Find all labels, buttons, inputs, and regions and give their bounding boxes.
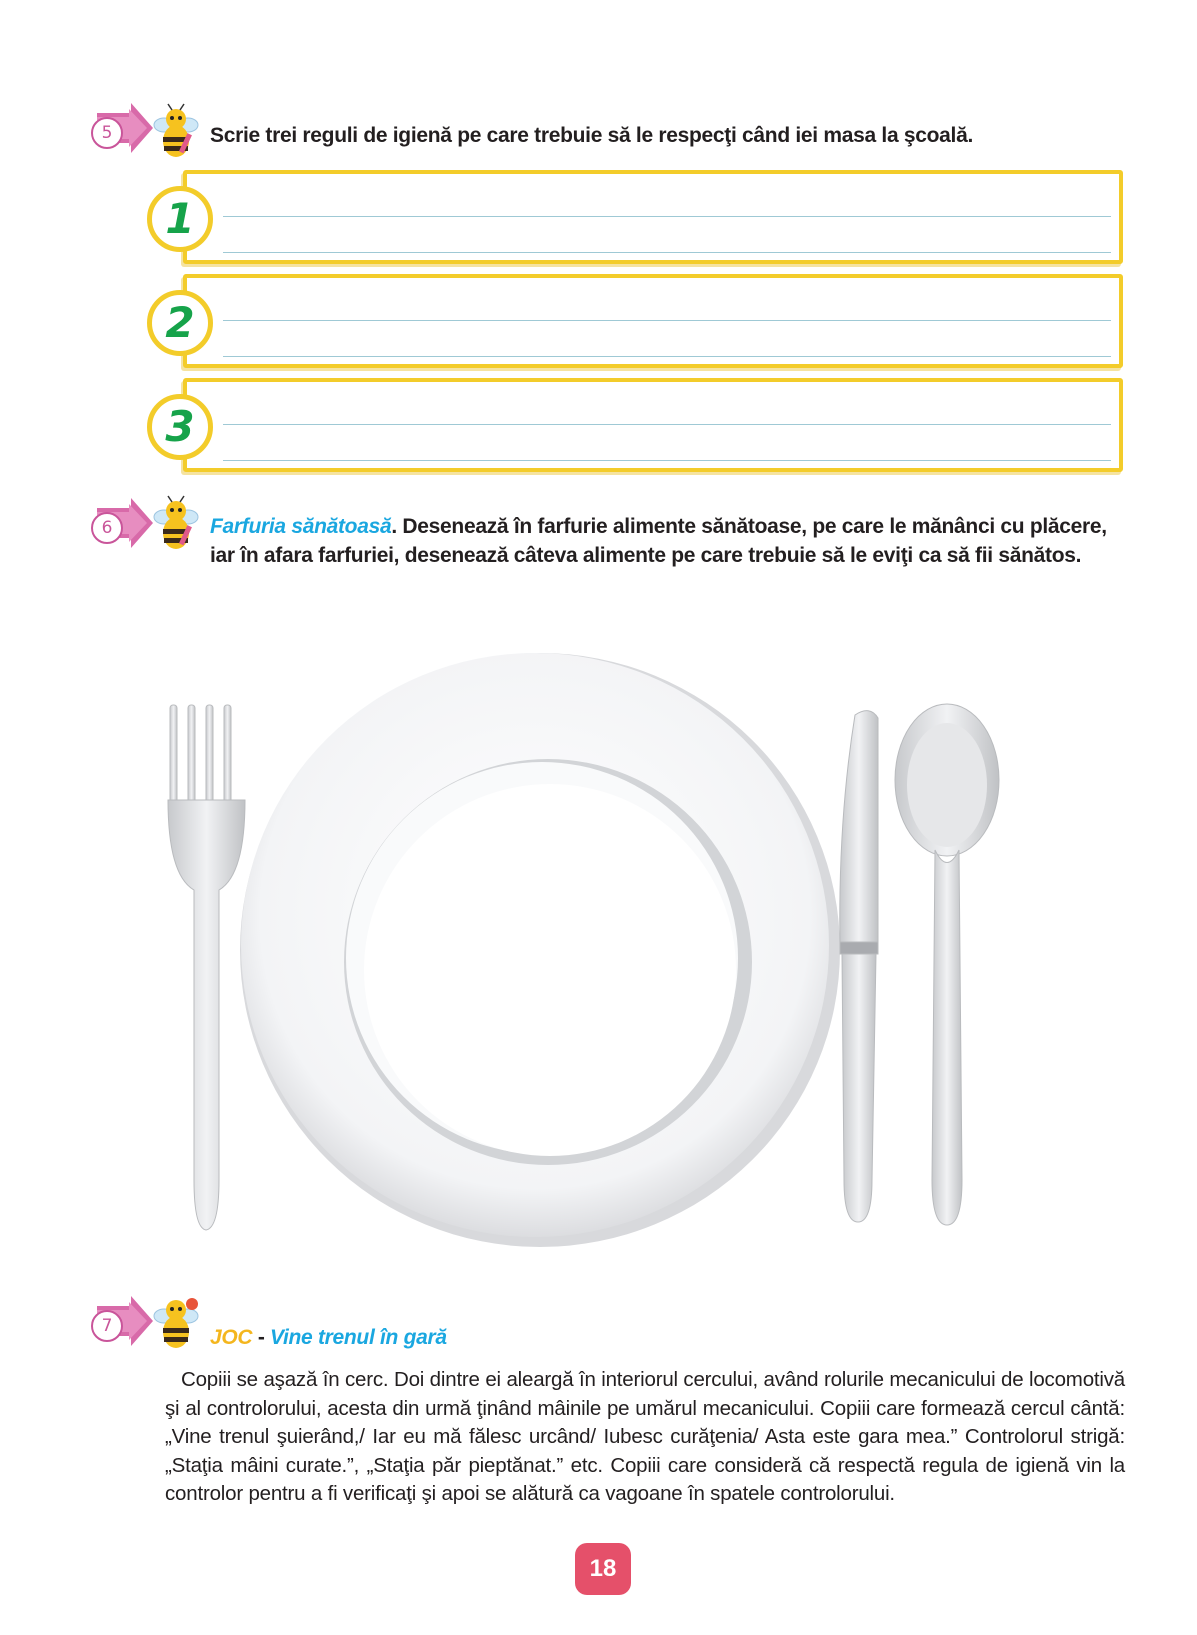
- exercise-6-badge: 6: [91, 512, 123, 544]
- fork: [168, 705, 245, 1230]
- exercise-5-instruction: Scrie trei reguli de igienă pe care trebuie să le respecţi când iei masa la şcoală.: [210, 124, 973, 147]
- exercise-7-badge: 7: [91, 1310, 123, 1342]
- answer-box-2[interactable]: [183, 274, 1123, 368]
- exercise-7-title: [210, 1323, 810, 1352]
- exercise-6-title: Farfuria sănătoasă: [210, 515, 392, 538]
- game-description: [165, 1366, 1125, 1509]
- bee-icon: [150, 495, 202, 555]
- knife: [840, 711, 878, 1222]
- bee-icon: [150, 103, 202, 163]
- exercise-6-instruction: [210, 512, 1110, 570]
- title-separator: -: [252, 1326, 271, 1349]
- plate-cutlery-illustration: [150, 640, 1050, 1260]
- joc-label: JOC: [210, 1326, 253, 1349]
- answer-number-3: 3: [147, 394, 213, 460]
- answer-number-1: 1: [147, 186, 213, 252]
- plate: [240, 653, 840, 1247]
- game-description-text: Copiii se aşază în cerc. Doi dintre ei aleargă în interiorul cercului, având rolurile mecanicului de locomotivă şi al controlorului, acesta din urmă ţinând mâinile pe umărul mecanicului. Copiii care formează cercul cântă: „Vine trenul şuierând,/ Iar eu mă fălesc urcând/ Iubesc curăţenia/ Asta este gara mea.” Controlorul strigă: „Staţia mâini curate.”, „Staţia păr pieptănat.” etc. Copiii care consideră că respectă regula de igienă vin la controlor pentru a fi verificaţi şi apoi se alătură ca vagoane în spatele controlorului.: [165, 1368, 1125, 1505]
- spoon: [895, 704, 999, 1225]
- answer-box-1[interactable]: [183, 170, 1123, 264]
- page-number: 18: [575, 1543, 631, 1595]
- exercise-5-badge: 5: [91, 117, 123, 149]
- answer-box-3[interactable]: [183, 378, 1123, 472]
- answer-number-2: 2: [147, 290, 213, 356]
- bee-icon: [150, 1294, 202, 1354]
- exercise-6-text: . Desenează în farfurie alimente sănătoase, pe care le mănânci cu plăcere, iar în afara farfuriei, desenează câteva alimente pe care trebuie să le eviţi ca să fii sănătos.: [210, 515, 1107, 567]
- game-title: Vine trenul în gară: [270, 1326, 447, 1349]
